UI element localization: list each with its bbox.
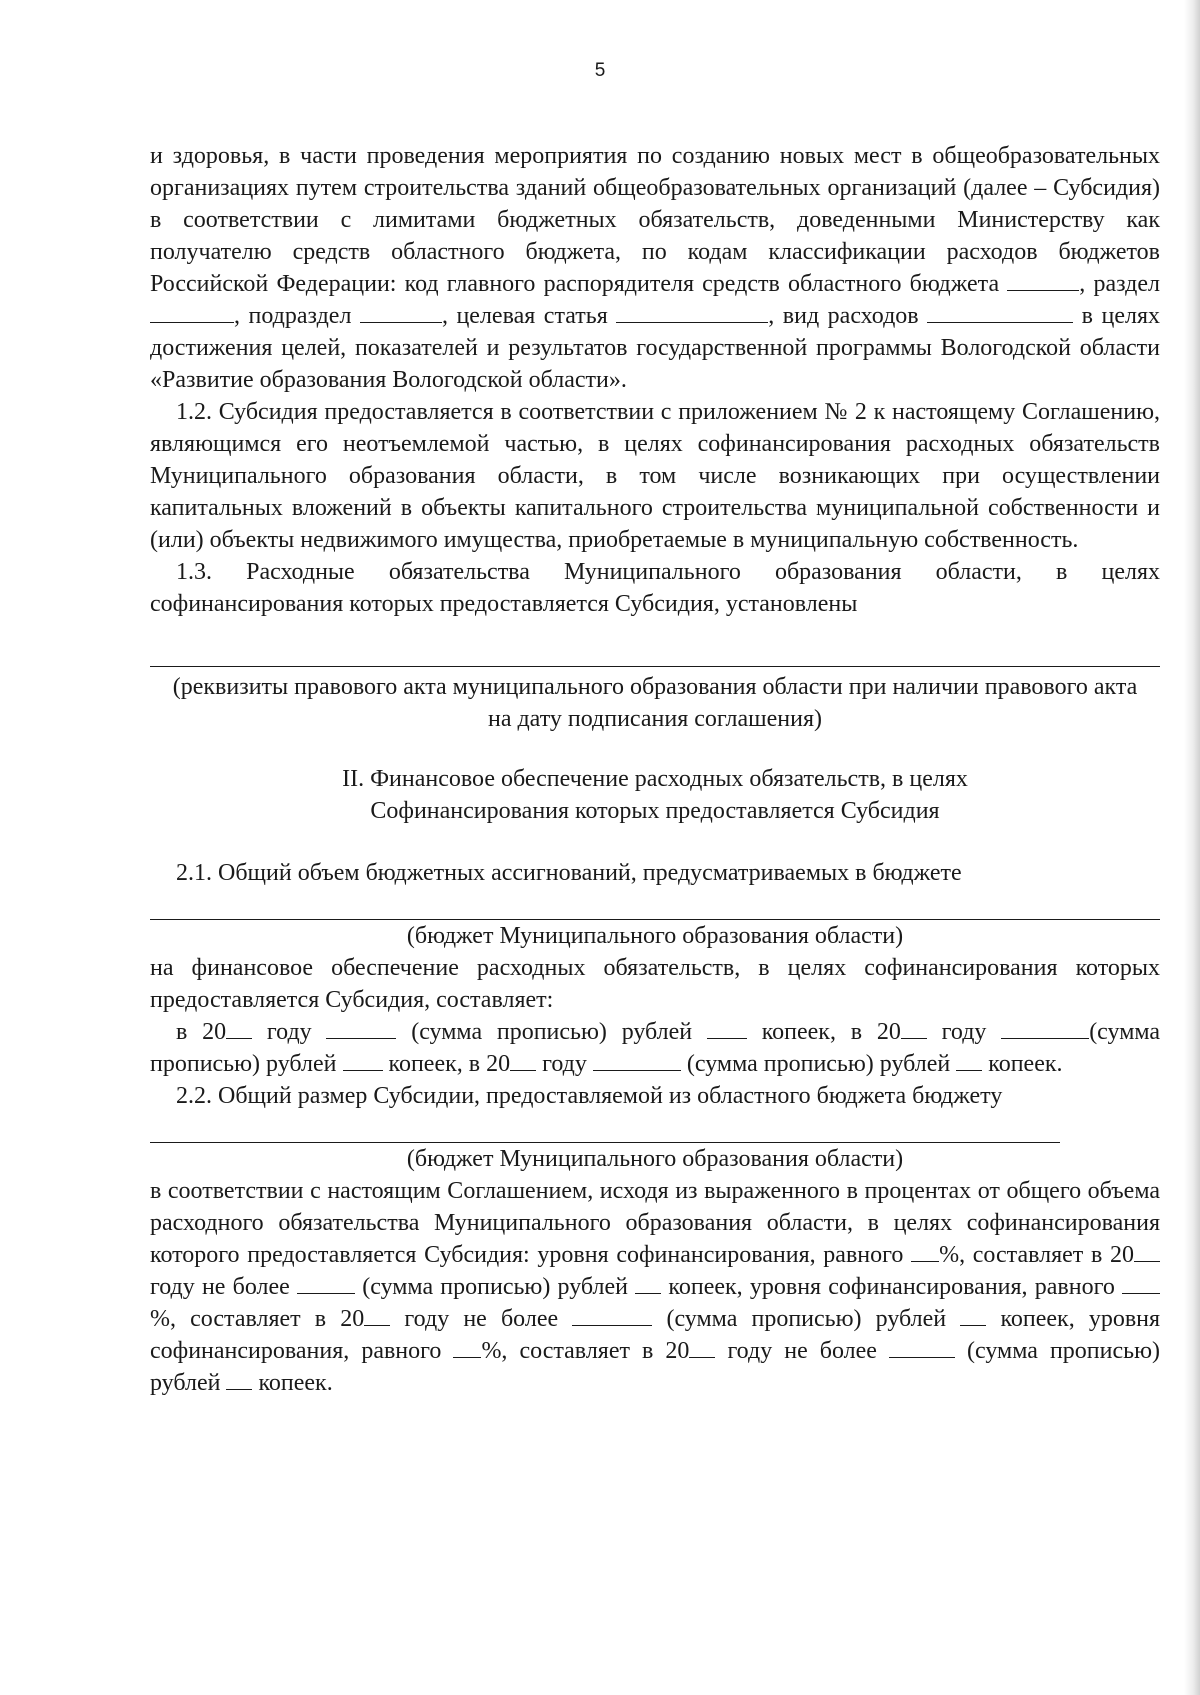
- text: , целевая статья: [441, 303, 608, 329]
- blank-field: [1007, 268, 1079, 291]
- caption-municipal-budget: (бюджет Муниципального образования области): [406, 923, 904, 949]
- fill-line: [150, 889, 1160, 920]
- paragraph-2-2-continued: в соответствии с настоящим Соглашением, исходя из выраженного в процентах от общего объема расходного обязательства Муниципального образования области, в целях софинансирования которого предоставляется Субсидия: уровня софинансирования, равного %, составляет в 20 году не более (сумма прописью) рублей копеек, уровня софинансирования, равного %, составляет в 20 году не более (сумма прописью) рублей копеек, уровня софинансирования, равного %, составляет в 20 году не более (сумма прописью) рублей копеек.: [150, 1178, 1161, 1396]
- caption-legal-act: (реквизиты правового акта муниципального образования области при наличии правового акта на дату подписания соглашения): [172, 674, 1138, 732]
- text: , вид расходов: [768, 303, 919, 329]
- section-2-title-line-1: II. Финансовое обеспечение расходных обязательств, в целях: [342, 766, 968, 792]
- paragraph-2-2: 2.2. Общий размер Субсидии, предоставляемой из областного бюджета бюджету: [176, 1083, 1003, 1109]
- text: и здоровья, в части проведения мероприятия по созданию новых мест в общеобразовательных организациях путем строительства зданий общеобразовательных организаций (далее – Субсидия) в соответствии с лимитами бюджетных обязательств, доведенными Министерству как получателю средств областного бюджета, по кодам классификации расходов бюджетов Российской Федерации: код главного распорядителя средств областного бюджета: [150, 143, 1160, 297]
- blank-field: [150, 300, 234, 323]
- scan-edge-shadow: [1184, 0, 1200, 1695]
- fill-line: [150, 620, 1160, 667]
- paragraph-2-1-amounts: в 20 году (сумма прописью) рублей копеек, в 20 году (сумма прописью) рублей копеек, в 20 году (сумма прописью) рублей копеек.: [150, 1016, 1160, 1080]
- paragraph-2-1-continued: на финансовое обеспечение расходных обязательств, в целях софинансирования которых предоставляется Субсидия, составляет:: [150, 955, 1160, 1013]
- blank-field: [360, 300, 442, 323]
- paragraph-2-1: 2.1. Общий объем бюджетных ассигнований, предусматриваемых в бюджете: [176, 860, 962, 886]
- page-number: 5: [594, 60, 606, 81]
- section-2-title-line-2: Софинансирования которых предоставляется Субсидия: [370, 798, 940, 824]
- text: , подраздел: [234, 303, 352, 329]
- text: , раздел: [1079, 271, 1161, 297]
- paragraph-1-3: 1.3. Расходные обязательства Муниципального образования области, в целях софинансирования которых предоставляется Субсидия, установлены: [150, 559, 1160, 617]
- text: в целях достижения целей, показателей и результатов государственной программы Вологодской области «Развитие образования Вологодской области».: [150, 303, 1160, 393]
- paragraph-1-2: 1.2. Субсидия предоставляется в соответствии с приложением № 2 к настоящему Соглашению, являющимся его неотъемлемой частью, в целях софинансирования расходных обязательств Муниципального образования области, в том числе возникающих при осуществлении капитальных вложений в объекты капитального строительства муниципальной собственности и (или) объекты недвижимого имущества, приобретаемые в муниципальную собственность.: [150, 399, 1160, 553]
- document-body: [150, 140, 1160, 1399]
- blank-field: [927, 300, 1073, 323]
- blank-field: [616, 300, 768, 323]
- caption-municipal-budget-2: (бюджет Муниципального образования области): [406, 1146, 904, 1172]
- paragraph-1-1-continued: [150, 140, 1160, 396]
- fill-line: [150, 1112, 1060, 1143]
